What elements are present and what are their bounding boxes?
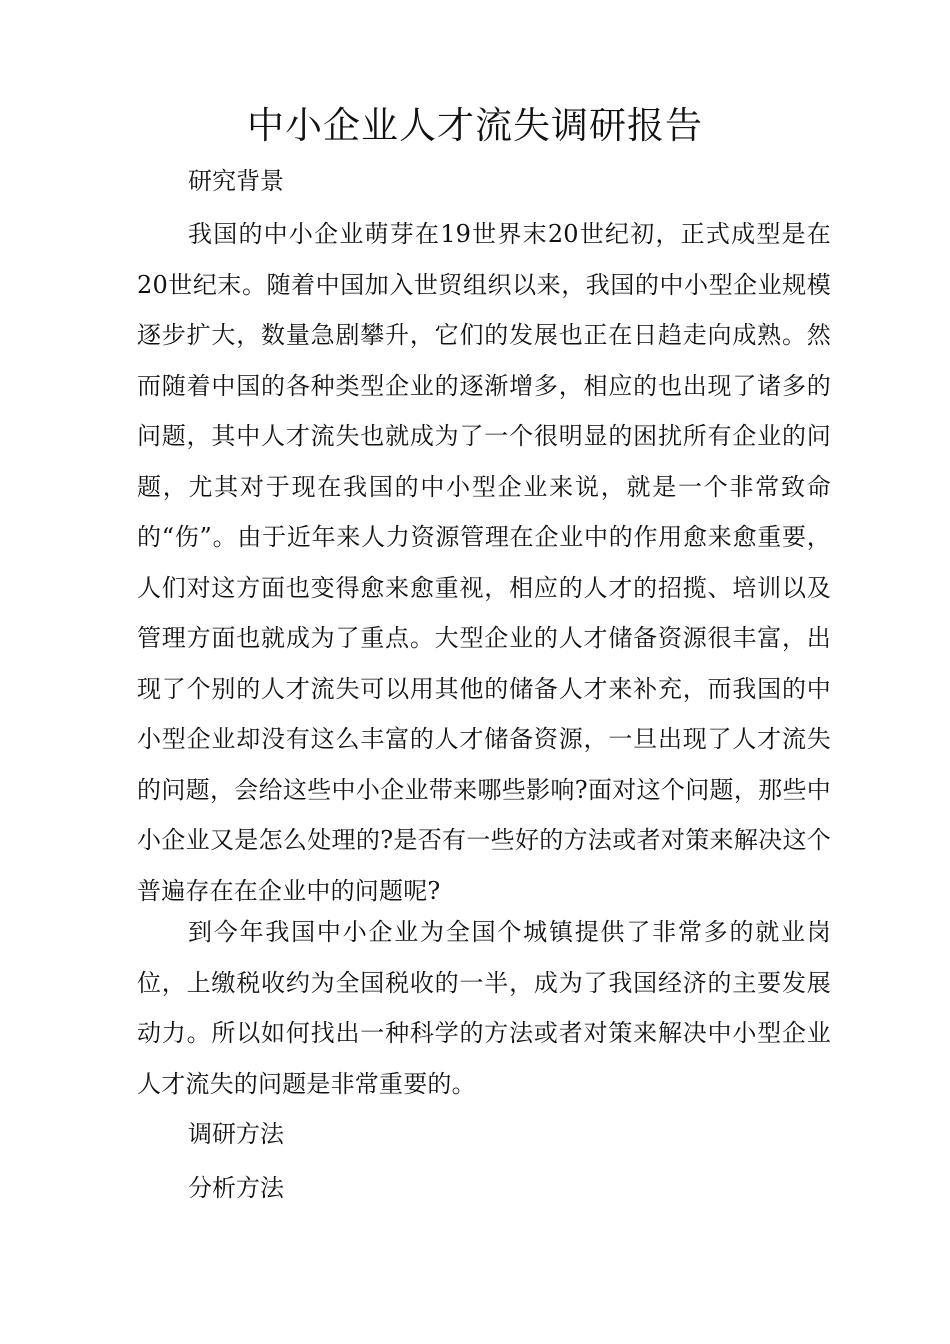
body-paragraph: 到今年我国中小企业为全国个城镇提供了非常多的就业岗位，上缴税收约为全国税收的一半，成为了我国经济的主要发展动力。所以如何找出一种科学的方法或者对策来解决中小型企业人才流失的问题是非常重要的。 [137, 918, 831, 1098]
document-title: 中小企业人才流失调研报告 [247, 104, 703, 147]
section-heading-background: 研究背景 [188, 167, 284, 195]
body-paragraph: 我国的中小企业萌芽在19世界末20世纪初，正式成型是在20世纪末。随着中国加入世贸组织以来，我国的中小型企业规模逐步扩大，数量急剧攀升，它们的发展也正在日趋走向成熟。然而随着中国的各种类型企业的逐渐增多，相应的也出现了诸多的问题，其中人才流失也就成为了一个很明显的困扰所有企业的问题，尤其对于现在我国的中小型企业来说，就是一个非常致命的“伤”。由于近年来人力资源管理在企业中的作用愈来愈重要，人们对这方面也变得愈来愈重视，相应的人才的招揽、培训以及管理方面也就成为了重点。大型企业的人才储备资源很丰富，出现了个别的人才流失可以用其他的储备人才来补充，而我国的中小型企业却没有这么丰富的人才储备资源，一旦出现了人才流失的问题，会给这些中小企业带来哪些影响?面对这个问题，那些中小企业又是怎么处理的?是否有一些好的方法或者对策来解决这个普遍存在在企业中的问题呢? [137, 220, 831, 905]
section-heading-method: 调研方法 [188, 1120, 284, 1148]
section-heading-analysis: 分析方法 [188, 1174, 284, 1202]
